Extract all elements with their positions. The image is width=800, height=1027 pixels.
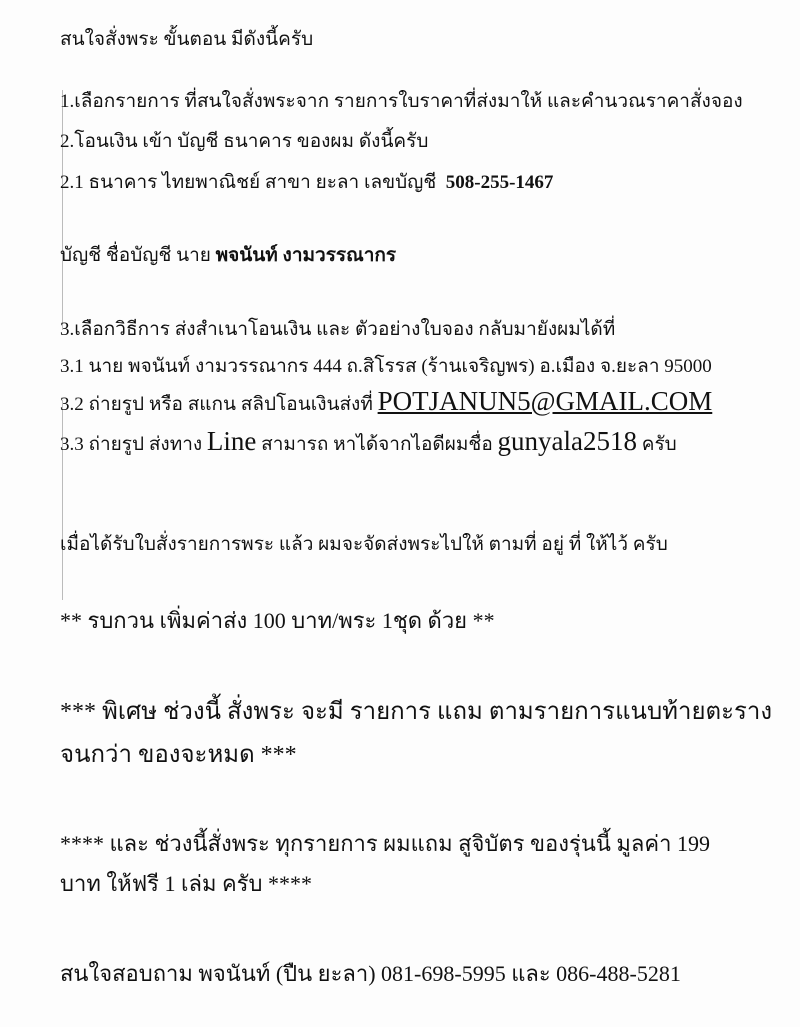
step-3-3 [60, 428, 677, 455]
step-3-2-text: 3.2 ถ่ายรูป หรือ สแกน สลิปโอนเงินส่งที่ [60, 394, 373, 415]
bonus-line-1: **** และ ช่วงนี้สั่งพระ ทุกรายการ ผมแถม สูจิบัตร ของรุ่นนี้ มูลค่า 199 [60, 831, 710, 856]
email-link[interactable]: POTJANUN5@GMAIL.COM [377, 386, 713, 416]
scan-margin-mark [62, 90, 63, 330]
line-id: gunyala2518 [497, 426, 637, 456]
special-line-2: จนกว่า ของจะหมด *** [60, 742, 297, 768]
account-number: 508-255-1467 [445, 172, 554, 193]
shipping-note: เมื่อได้รับใบสั่งรายการพระ แล้ว ผมจะจัดส่งพระไปให้ ตามที่ อยู่ ที่ ให้ไว้ ครับ [60, 534, 668, 555]
step-3-3-text: 3.3 ถ่ายรูป ส่งทาง [60, 434, 203, 455]
step-1: 1.เลือกรายการ ที่สนใจสั่งพระจาก รายการใบราคาที่ส่งมาให้ และคำนวณราคาสั่งจอง [60, 91, 743, 112]
bank-info: 2.1 ธนาคาร ไทยพาณิชย์ สาขา ยะลา เลขบัญชี [60, 172, 437, 193]
special-line-1: *** พิเศษ ช่วงนี้ สั่งพระ จะมี รายการ แถม ตามรายการแนบท้ายตะราง [60, 699, 773, 725]
step-3-1: 3.1 นาย พจนันท์ งามวรรณากร 444 ถ.สิโรรส (ร้านเจริญพร) อ.เมือง จ.ยะลา 95000 [60, 356, 712, 377]
step-2-1 [60, 173, 553, 192]
contact-line: สนใจสอบถาม พจนันท์ (ปืน ยะลา) 081-698-5995 และ 086-488-5281 [60, 961, 681, 986]
intro-line: สนใจสั่งพระ ขั้นตอน มีดังนี้ครับ [60, 29, 314, 50]
account-name: พจนันท์ งามวรรณากร [215, 245, 397, 266]
account-name-label: บัญชี ชื่อบัญชี นาย [60, 245, 211, 266]
step-3-3-suffix: ครับ [641, 434, 677, 455]
line-app-name: Line [206, 426, 257, 456]
step-2: 2.โอนเงิน เข้า บัญชี ธนาคาร ของผม ดังนี้ครับ [60, 131, 429, 152]
step-3-2 [60, 388, 712, 415]
step-3-3-mid: สามารถ หาได้จากไอดีผมชื่อ [261, 434, 493, 455]
fee-note: ** รบกวน เพิ่มค่าส่ง 100 บาท/พระ 1ชุด ด้วย ** [60, 608, 495, 633]
account-name-line [60, 246, 396, 265]
bonus-line-2: บาท ให้ฟรี 1 เล่ม ครับ **** [60, 871, 312, 896]
step-3: 3.เลือกวิธีการ ส่งสำเนาโอนเงิน และ ตัวอย่างใบจอง กลับมายังผมได้ที่ [60, 319, 616, 340]
